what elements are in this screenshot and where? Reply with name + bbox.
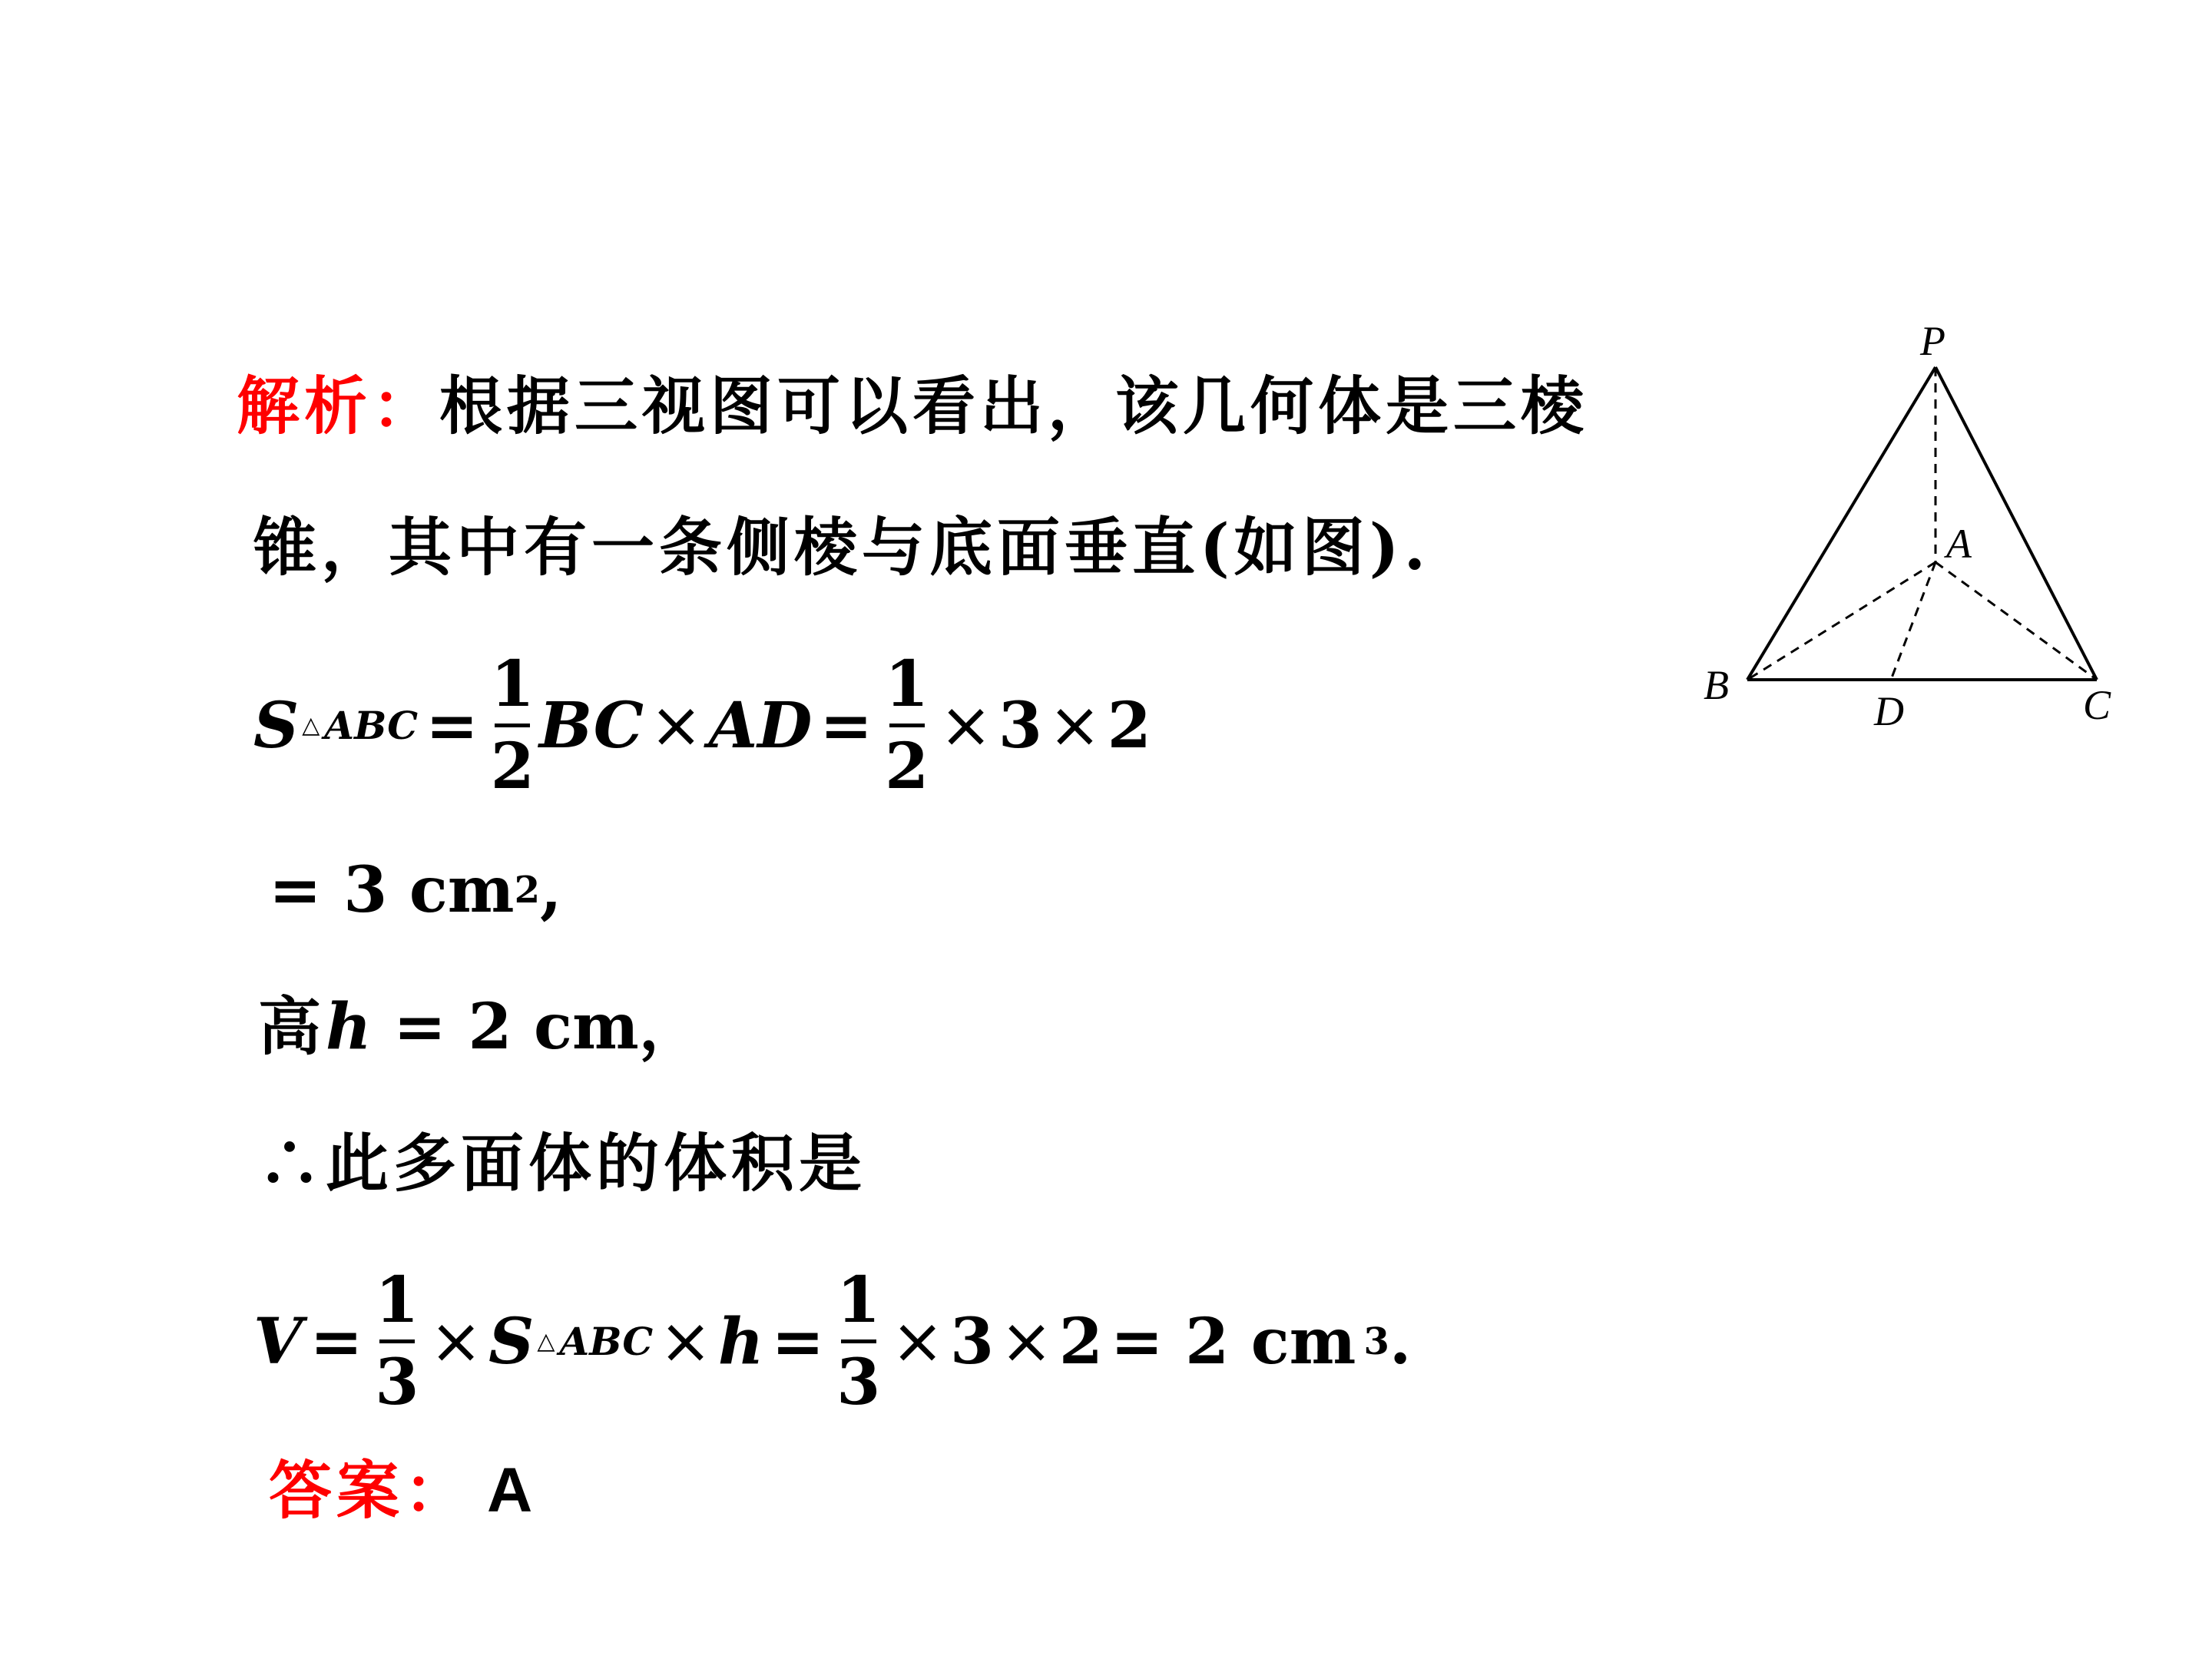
area-result (269, 853, 562, 927)
fraction-denominator: 2 (490, 730, 535, 803)
times-sign: × (429, 1304, 483, 1378)
fraction-numerator: 1 (836, 1263, 881, 1337)
factor-three: 3 (998, 688, 1042, 763)
height-symbol: h (326, 990, 372, 1064)
times-sign: × (659, 1304, 712, 1378)
factor-two: 2 (1058, 1304, 1103, 1379)
pyramid-figure (1690, 323, 2120, 753)
vertex-label-c: C (2083, 682, 2111, 728)
fraction-one-half (885, 647, 929, 803)
fraction-bar (495, 724, 530, 727)
fraction-one-third (836, 1263, 881, 1419)
area-symbol: S (253, 688, 300, 763)
solution-line-2 (253, 511, 1431, 584)
fraction-numerator: 1 (885, 647, 929, 721)
pyramid-hidden-edges (1747, 367, 2097, 680)
segment-bc: BC (538, 688, 644, 763)
area-result-text: = 3 cm (269, 853, 515, 927)
fraction-one-half (490, 647, 535, 803)
solution-text-1: 根据三视图可以看出，该几何体是三棱 (439, 369, 1589, 443)
times-sign: × (891, 1304, 945, 1378)
vertex-label-p: P (1920, 323, 1945, 364)
equals-sign: = (820, 688, 873, 763)
factor-two: 2 (1107, 688, 1151, 763)
height-value: = 2 cm， (371, 990, 702, 1064)
fraction-numerator: 1 (375, 1263, 419, 1337)
triangle-symbol: △ (302, 711, 320, 739)
triangle-name: ABC (559, 1318, 654, 1364)
solution-label: 解析： (237, 369, 440, 443)
triangle-name: ABC (324, 702, 419, 748)
area-exponent: 2 (514, 869, 540, 912)
segment-ad: AD (708, 688, 813, 763)
area-result-tail: , (539, 853, 562, 927)
equals-sign: = (426, 688, 478, 763)
answer-line (269, 1454, 538, 1528)
fraction-numerator: 1 (490, 647, 535, 721)
answer-value: A (487, 1455, 538, 1525)
volume-result: = 2 cm (1110, 1304, 1356, 1379)
times-sign: × (939, 688, 992, 762)
factor-three: 3 (950, 1304, 995, 1379)
fraction-bar (379, 1339, 415, 1343)
volume-exponent: 3 (1363, 1320, 1389, 1363)
vertex-label-b: B (1704, 662, 1729, 708)
height-symbol: h (717, 1304, 764, 1379)
equals-sign: = (771, 1304, 825, 1379)
fraction-one-third (375, 1263, 419, 1419)
solution-line-1 (237, 369, 1589, 443)
times-sign: × (1048, 688, 1101, 762)
edge-pb (1747, 367, 1936, 680)
edge-ab (1747, 562, 1936, 680)
formula-volume (253, 1263, 1412, 1419)
pyramid-solid-edges (1747, 367, 2097, 680)
vertex-label-a: A (1946, 521, 1972, 567)
times-sign: × (649, 688, 703, 762)
vertex-label-d: D (1874, 688, 1904, 734)
fraction-denominator: 3 (375, 1346, 419, 1419)
volume-symbol: V (253, 1304, 303, 1379)
fraction-denominator: 3 (836, 1346, 881, 1419)
height-line (258, 990, 702, 1064)
edge-ad (1891, 562, 1936, 680)
triangle-symbol: △ (537, 1327, 555, 1355)
therefore-line (258, 1127, 867, 1200)
fraction-bar (841, 1339, 876, 1343)
answer-label: 答案： (269, 1454, 472, 1528)
formula-area (253, 647, 1151, 803)
height-label: 高 (258, 990, 326, 1064)
edge-ac (1936, 562, 2097, 680)
solution-text-2: 锥，其中有一条侧棱与底面垂直(如图). (253, 511, 1431, 584)
fraction-denominator: 2 (885, 730, 929, 803)
equals-sign: = (310, 1304, 363, 1379)
area-symbol: S (488, 1304, 535, 1379)
times-sign: × (1000, 1304, 1053, 1378)
volume-result-tail: . (1389, 1304, 1412, 1379)
fraction-bar (889, 724, 925, 727)
therefore-text: ∴此多面体的体积是 (258, 1127, 867, 1200)
